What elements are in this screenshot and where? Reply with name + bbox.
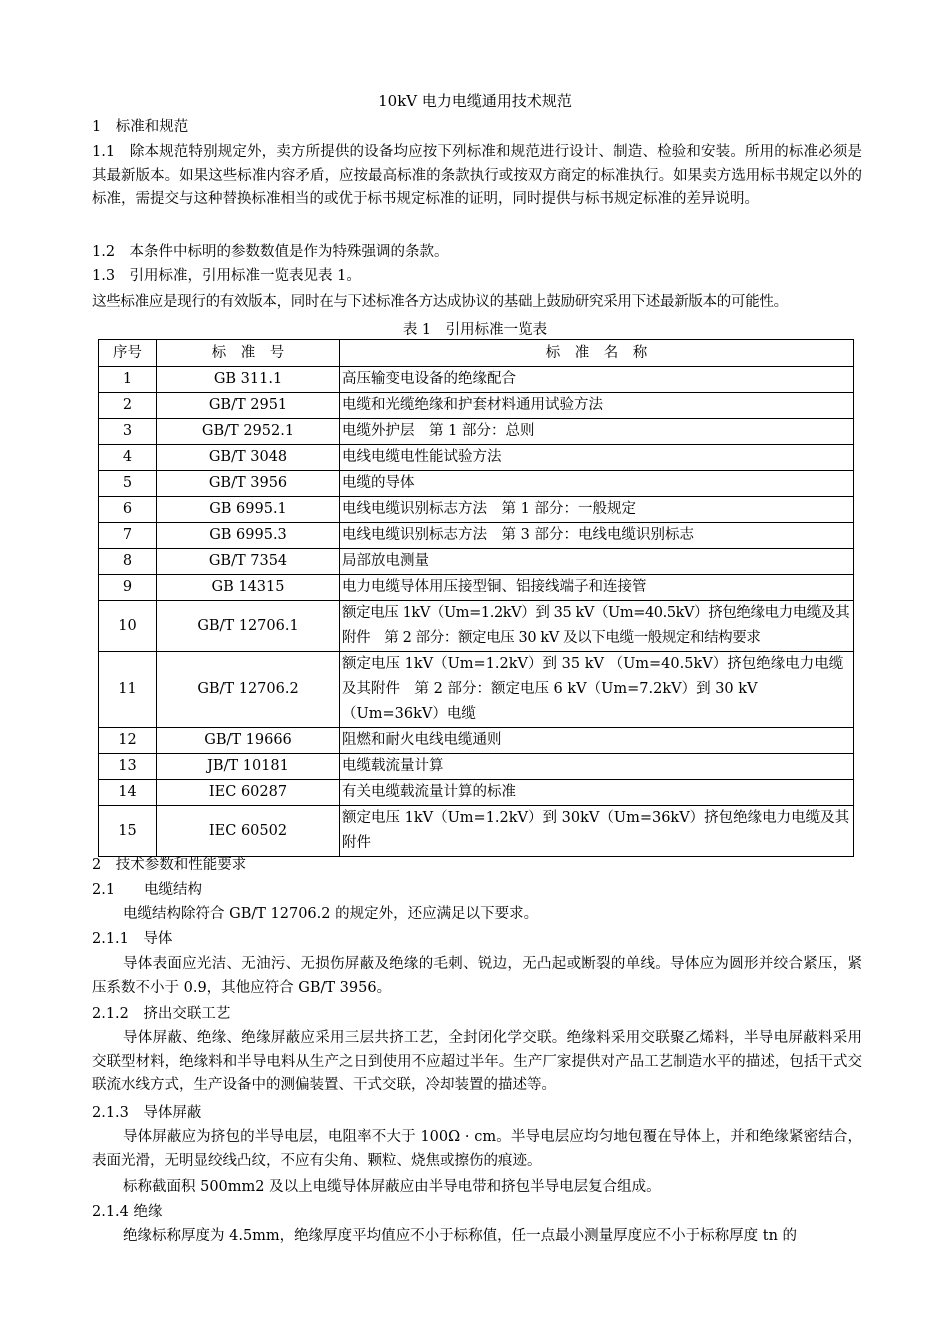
row-name: 电力电缆导体用压接型铜、铝接线端子和连接管 <box>340 575 854 601</box>
row-code: GB 311.1 <box>157 367 340 393</box>
row-name: 额定电压 1kV（Um=1.2kV）到 30kV（Um=36kV）挤包绝缘电力电缆及其附件 <box>340 806 854 857</box>
section-2-1-3-heading: 2.1.3 导体屏蔽 <box>92 1105 202 1121</box>
table-row <box>99 806 854 857</box>
row-no: 3 <box>99 419 157 445</box>
row-no: 4 <box>99 445 157 471</box>
row-code: GB/T 12706.1 <box>157 601 340 652</box>
row-no: 10 <box>99 601 157 652</box>
row-no: 13 <box>99 754 157 780</box>
header-name: 标 准 名 称 <box>340 340 854 367</box>
section-2-1-3-text-2: 标称截面积 500mm2 及以上电缆导体屏蔽应由半导电带和挤包半导电层复合组成。 <box>123 1179 661 1195</box>
table-row <box>99 549 854 575</box>
table-row <box>99 497 854 523</box>
row-code: GB 6995.3 <box>157 523 340 549</box>
row-no: 11 <box>99 652 157 728</box>
row-no: 5 <box>99 471 157 497</box>
section-1-1-text: 1.1 除本规范特别规定外，卖方所提供的设备均应按下列标准和规范进行设计、制造、检验和安装。所用的标准必须是其最新版本。如果这些标准内容矛盾，应按最高标准的条款执行或按双方商定的标准执行。如果卖方选用标书规定以外的标准，需提交与这种替换标准相当的或优于标书规定标准的证明，同时提供与标书规定标准的差异说明。 <box>92 144 862 207</box>
standards-table <box>98 339 854 857</box>
table-row <box>99 728 854 754</box>
row-name: 电缆的导体 <box>340 471 854 497</box>
header-no: 序号 <box>99 340 157 367</box>
section-2-1-text: 电缆结构除符合 GB/T 12706.2 的规定外，还应满足以下要求。 <box>123 906 539 922</box>
row-no: 15 <box>99 806 157 857</box>
row-no: 1 <box>99 367 157 393</box>
section-1-3-text: 1.3 引用标准，引用标准一览表见表 1。 <box>92 268 361 284</box>
row-code: GB/T 3048 <box>157 445 340 471</box>
table-row <box>99 419 854 445</box>
section-2-1-1-heading: 2.1.1 导体 <box>92 931 173 947</box>
section-2-1-2-heading: 2.1.2 挤出交联工艺 <box>92 1006 231 1022</box>
section-2-1-heading: 2.1 电缆结构 <box>92 882 203 898</box>
section-2-1-1-text: 导体表面应光洁、无油污、无损伤屏蔽及绝缘的毛刺、锐边，无凸起或断裂的单线。导体应为圆形并绞合紧压，紧压系数不小于 0.9，其他应符合 GB/T 3956。 <box>92 956 862 996</box>
row-no: 14 <box>99 780 157 806</box>
row-no: 2 <box>99 393 157 419</box>
table-row <box>99 471 854 497</box>
row-code: IEC 60502 <box>157 806 340 857</box>
section-2-1-3-text: 导体屏蔽应为挤包的半导电层，电阻率不大于 100Ω · cm。半导电层应均匀地包覆在导体上，并和绝缘紧密结合，表面光滑，无明显绞线凸纹，不应有尖角、颗粒、烧焦或擦伤的痕迹。 <box>92 1129 862 1169</box>
row-code: GB/T 2951 <box>157 393 340 419</box>
row-name: 电线电缆识别标志方法 第 3 部分：电线电缆识别标志 <box>340 523 854 549</box>
row-name: 局部放电测量 <box>340 549 854 575</box>
header-code: 标 准 号 <box>157 340 340 367</box>
table-row <box>99 367 854 393</box>
table-row <box>99 754 854 780</box>
row-name: 额定电压 1kV（Um=1.2kV）到 35 kV（Um=40.5kV）挤包绝缘电力电缆及其附件 第 2 部分：额定电压 30 kV 及以下电缆一般规定和结构要求 <box>340 601 854 652</box>
section-2-1-4-text: 绝缘标称厚度为 4.5mm，绝缘厚度平均值应不小于标称值，任一点最小测量厚度应不小于标称厚度 tn 的 <box>123 1228 798 1244</box>
row-name: 额定电压 1kV（Um=1.2kV）到 35 kV （Um=40.5kV）挤包绝缘电力电缆及其附件 第 2 部分：额定电压 6 kV（Um=7.2kV）到 30 kV（Um=36kV）电缆 <box>340 652 854 728</box>
document-title: 10kV 电力电缆通用技术规范 <box>378 92 572 110</box>
row-no: 9 <box>99 575 157 601</box>
table-row <box>99 601 854 652</box>
section-2-1-2-text: 导体屏蔽、绝缘、绝缘屏蔽应采用三层共挤工艺，全封闭化学交联。绝缘料采用交联聚乙烯料，半导电屏蔽料采用交联型材料，绝缘料和半导电料从生产之日到使用不应超过半年。生产厂家提供对产品工艺制造水平的描述，包括干式交联流水线方式，生产设备中的测偏装置、干式交联，冷却装置的描述等。 <box>92 1030 862 1093</box>
row-code: GB 14315 <box>157 575 340 601</box>
section-1-2-text: 1.2 本条件中标明的参数数值是作为特殊强调的条款。 <box>92 244 449 260</box>
row-code: GB/T 12706.2 <box>157 652 340 728</box>
row-code: GB/T 19666 <box>157 728 340 754</box>
table-caption: 表 1 引用标准一览表 <box>402 322 548 338</box>
row-code: GB 6995.1 <box>157 497 340 523</box>
table-row <box>99 652 854 728</box>
row-code: JB/T 10181 <box>157 754 340 780</box>
row-name: 电缆载流量计算 <box>340 754 854 780</box>
row-name: 电线电缆识别标志方法 第 1 部分：一般规定 <box>340 497 854 523</box>
section-1-heading: 1 标准和规范 <box>92 119 189 135</box>
table-row <box>99 393 854 419</box>
row-code: IEC 60287 <box>157 780 340 806</box>
section-2-heading: 2 技术参数和性能要求 <box>92 857 247 873</box>
row-name: 电线电缆电性能试验方法 <box>340 445 854 471</box>
table-row <box>99 523 854 549</box>
row-name: 阻燃和耐火电线电缆通则 <box>340 728 854 754</box>
row-no: 6 <box>99 497 157 523</box>
row-no: 7 <box>99 523 157 549</box>
section-2-1-4-heading: 2.1.4 绝缘 <box>92 1204 163 1220</box>
table-row <box>99 445 854 471</box>
row-name: 电缆外护层 第 1 部分：总则 <box>340 419 854 445</box>
row-code: GB/T 7354 <box>157 549 340 575</box>
section-1-3-note: 这些标准应是现行的有效版本，同时在与下述标准各方达成协议的基础上鼓励研究采用下述最新版本的可能性。 <box>92 294 788 310</box>
row-name: 电缆和光缆绝缘和护套材料通用试验方法 <box>340 393 854 419</box>
row-no: 8 <box>99 549 157 575</box>
table-header-row <box>99 340 854 367</box>
table-row <box>99 575 854 601</box>
row-code: GB/T 3956 <box>157 471 340 497</box>
row-code: GB/T 2952.1 <box>157 419 340 445</box>
row-name: 高压输变电设备的绝缘配合 <box>340 367 854 393</box>
row-no: 12 <box>99 728 157 754</box>
row-name: 有关电缆载流量计算的标准 <box>340 780 854 806</box>
table-row <box>99 780 854 806</box>
